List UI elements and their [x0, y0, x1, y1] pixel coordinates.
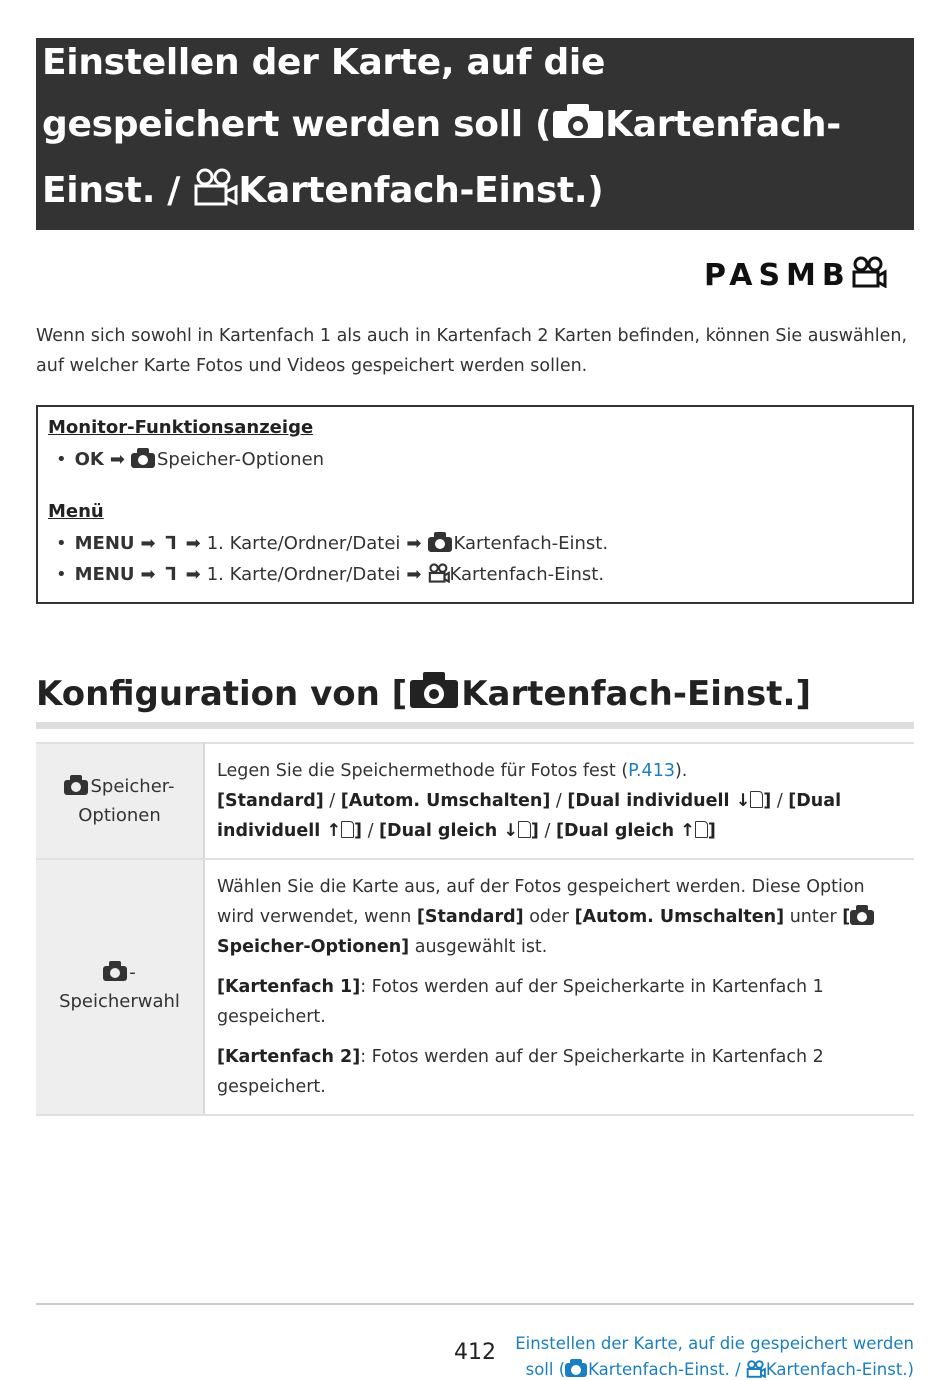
- row-label-text: Speicher-: [90, 776, 175, 797]
- page-title-line-2: [42, 104, 841, 145]
- row-label-text: -: [129, 962, 136, 983]
- intro-paragraph: Wenn sich sowohl in Kartenfach 1 als auch in Kartenfach 2 Karten befinden, können Sie auswählen, auf welcher Karte Fotos und Videos gespeichert werden sollen.: [36, 326, 908, 376]
- option-label: [Dual gleich: [379, 821, 504, 841]
- table-row: [36, 859, 914, 1115]
- menu-heading: Menü: [48, 501, 104, 522]
- desc-text: Legen Sie die Speichermethode für Fotos fest (: [217, 761, 629, 781]
- option-label: [Kartenfach 2]: [217, 1047, 361, 1067]
- section-title-text: Konfiguration von [: [36, 674, 408, 714]
- option-label: [Dual individuell: [217, 791, 842, 841]
- movie-icon: [192, 168, 238, 206]
- option-label: [Autom. Umschalten]: [574, 907, 785, 927]
- option-label: Speicher-Optionen]: [217, 937, 410, 957]
- row-label-text: Speicherwahl: [59, 991, 180, 1012]
- monitor-heading: Monitor-Funktionsanzeige: [48, 417, 314, 438]
- key-label: OK: [74, 449, 104, 470]
- section-title: [36, 672, 811, 714]
- monitor-access-item: • OK ➡ Speicher-Optionen: [56, 449, 325, 470]
- page-number: 412: [454, 1340, 496, 1365]
- access-info-box: [36, 405, 914, 604]
- arrow-icon: ➡: [185, 533, 201, 554]
- row-label-text: Optionen: [78, 805, 161, 826]
- arrow-icon: ➡: [406, 533, 422, 554]
- menu-access-item: • MENU ➡ ⅂ ➡ 1. Karte/Ordner/Datei ➡ Kartenfach-Einst.: [56, 533, 609, 554]
- target-label: Kartenfach-Einst.: [449, 564, 605, 585]
- title-text: Einst. /: [42, 170, 193, 211]
- arrow-icon: ➡: [140, 533, 156, 554]
- arrow-icon: ➡: [140, 564, 156, 585]
- movie-icon: [851, 256, 887, 288]
- option-label: [Standard]: [217, 791, 324, 811]
- arrow-icon: ➡: [109, 449, 125, 470]
- mode-letters: PASMB: [704, 258, 851, 293]
- camera-icon: [428, 532, 452, 552]
- card-icon: [341, 821, 354, 838]
- menu-access-item: • MENU ➡ ⅂ ➡ 1. Karte/Ordner/Datei ➡ Kartenfach-Einst.: [56, 564, 605, 585]
- arrow-icon: ➡: [185, 564, 201, 585]
- key-label: MENU: [74, 533, 135, 554]
- menu-path: 1. Karte/Ordner/Datei: [206, 533, 401, 554]
- footer-title-text: Kartenfach-Einst. /: [588, 1360, 746, 1379]
- footer-title-text: Kartenfach-Einst.): [765, 1360, 914, 1379]
- camera-icon: [131, 448, 155, 468]
- option-label: [Kartenfach 1]: [217, 977, 361, 997]
- camera-icon: [565, 1359, 587, 1377]
- page-title-line-3: [42, 168, 603, 211]
- row-description: Wählen Sie die Karte aus, auf der Fotos gespeichert werden. Diese Option wird verwendet, wenn [Standard] oder [Autom. Umschalten] unter [ Speicher-Optionen] ausgewählt ist. [Kartenfach 1]: Fotos werden auf der Speicherkarte in Kartenfach 1 gespeichert. [Kartenfach 2]: Fotos werden auf der Speicherkarte in Kartenfach 2 gespeichert.: [204, 859, 914, 1115]
- option-label: [Dual individuell: [567, 791, 736, 811]
- desc-text: ).: [674, 761, 688, 781]
- target-label: Speicher-Optionen: [156, 449, 325, 470]
- option-label: [Dual gleich: [555, 821, 681, 841]
- title-text: Kartenfach-Einst.): [238, 170, 604, 211]
- footer-divider: [36, 1303, 914, 1305]
- movie-icon: [428, 563, 450, 583]
- option-label: [Standard]: [416, 907, 524, 927]
- card-icon: [750, 791, 763, 808]
- menu-path: 1. Karte/Ordner/Datei: [206, 564, 401, 585]
- page-title-banner: [36, 38, 914, 230]
- card-icon: [695, 821, 708, 838]
- desc-text: : Fotos werden auf der Speicherkarte in Kartenfach 1 gespeichert.: [217, 977, 824, 1027]
- section-divider: [36, 722, 914, 729]
- footer-chapter-link[interactable]: [515, 1331, 914, 1380]
- desc-text: : Fotos werden auf der Speicherkarte in Kartenfach 2 gespeichert.: [217, 1047, 824, 1097]
- footer-title-text: Einstellen der Karte, auf die gespeichert werden: [515, 1334, 914, 1353]
- title-text: Kartenfach-: [605, 104, 841, 145]
- camera-icon: [410, 672, 458, 708]
- page-link[interactable]: P.413: [628, 761, 675, 781]
- target-label: Kartenfach-Einst.: [453, 533, 609, 554]
- row-label: [36, 859, 204, 1115]
- settings-table: [36, 742, 914, 1116]
- camera-icon: [64, 775, 88, 795]
- camera-icon: [553, 104, 603, 138]
- section-title-text: Kartenfach-Einst.]: [461, 674, 811, 714]
- card-icon: [518, 821, 531, 838]
- title-text: gespeichert werden soll (: [42, 104, 552, 145]
- row-description: Legen Sie die Speichermethode für Fotos fest (P.413). [Standard] / [Autom. Umschalten] / [Dual individuell ↓ ] / [Dual individuell ↑ ] / [Dual gleich ↓ ] / [Dual gleich ↑ ]: [204, 743, 914, 859]
- shooting-modes: [704, 256, 887, 296]
- camera-icon: [103, 961, 127, 981]
- camera-icon: [850, 905, 874, 925]
- desc-text: Wählen Sie die Karte aus, auf der Fotos gespeichert werden. Diese Option wird verwendet, wenn: [217, 877, 865, 927]
- row-label: [36, 743, 204, 859]
- movie-icon: [746, 1360, 766, 1378]
- key-label: MENU: [74, 564, 135, 585]
- page-title-line-1: Einstellen der Karte, auf die: [42, 42, 606, 83]
- table-row: [36, 743, 914, 859]
- option-label: [Autom. Umschalten]: [340, 791, 551, 811]
- footer-title-text: soll (: [525, 1360, 566, 1379]
- wrench-icon: ⅂: [165, 533, 176, 554]
- arrow-icon: ➡: [406, 564, 422, 585]
- wrench-icon: ⅂: [165, 564, 176, 585]
